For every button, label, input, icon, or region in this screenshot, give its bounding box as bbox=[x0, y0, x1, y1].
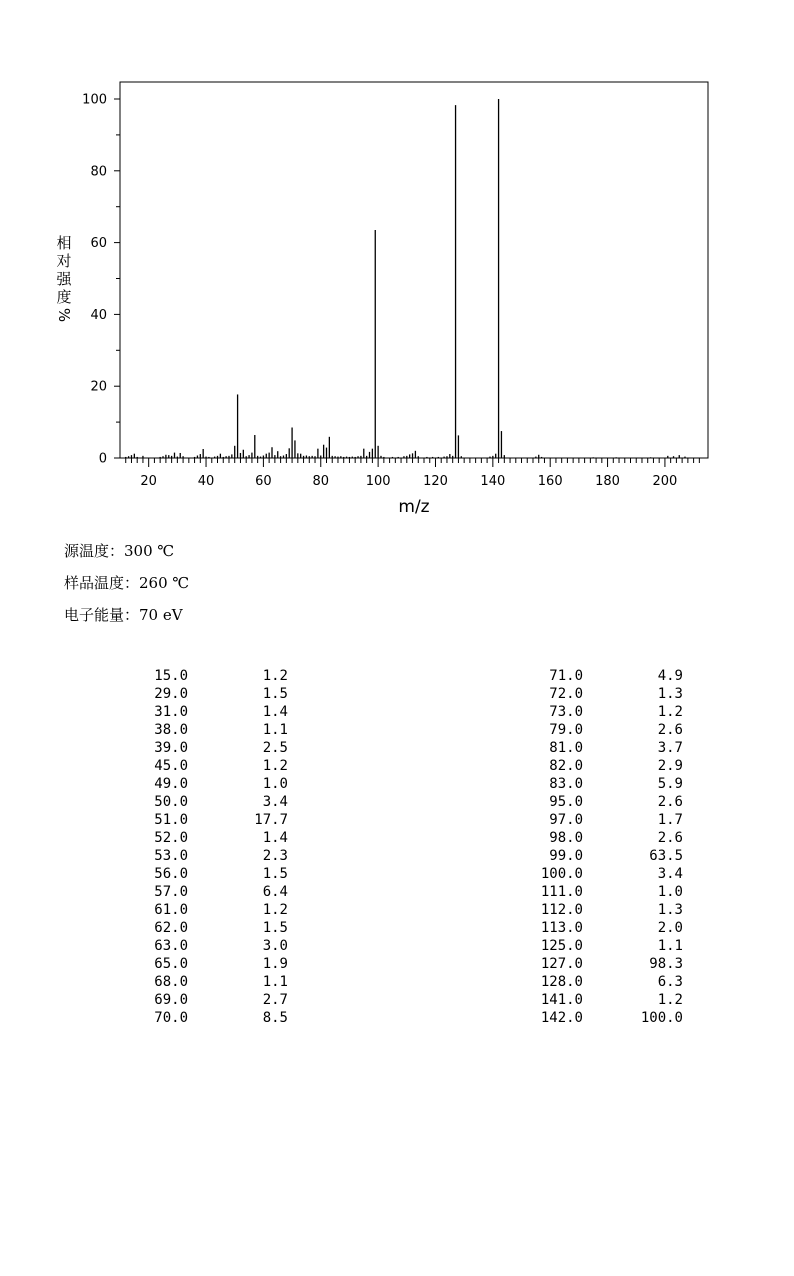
peak-mz: 100.0 bbox=[540, 866, 583, 882]
peak-table-row bbox=[515, 703, 683, 721]
peak-mz: 53.0 bbox=[154, 848, 188, 864]
peak-table-row bbox=[515, 991, 683, 1009]
peak-table-row bbox=[120, 901, 288, 919]
peak-mz: 95.0 bbox=[549, 794, 583, 810]
peak-mz: 39.0 bbox=[154, 740, 188, 756]
peak-abundance: 2.6 bbox=[657, 794, 683, 810]
x-tick-label: 100 bbox=[365, 474, 391, 489]
peak-mz: 51.0 bbox=[154, 812, 188, 828]
peak-abundance: 1.1 bbox=[657, 938, 683, 954]
electron-energy-value: 70 eV bbox=[139, 606, 183, 624]
peak-abundance: 3.7 bbox=[657, 740, 683, 756]
peak-mz: 62.0 bbox=[154, 920, 188, 936]
x-tick-label: 160 bbox=[537, 474, 563, 489]
peak-abundance: 1.0 bbox=[262, 776, 288, 792]
peak-abundance: 1.5 bbox=[262, 686, 288, 702]
peak-abundance: 1.2 bbox=[262, 758, 288, 774]
peak-table-row bbox=[515, 775, 683, 793]
x-tick-label: 120 bbox=[423, 474, 448, 489]
y-axis-label-char: 对 bbox=[56, 252, 72, 270]
peak-mz: 69.0 bbox=[154, 992, 188, 1008]
peak-mz: 29.0 bbox=[154, 686, 188, 702]
peak-abundance: 1.9 bbox=[262, 956, 288, 972]
peak-mz: 15.0 bbox=[154, 668, 188, 684]
peak-abundance: 2.7 bbox=[262, 992, 288, 1008]
y-axis-label-char: 强 bbox=[56, 270, 72, 288]
x-tick-label: 80 bbox=[312, 474, 330, 489]
peak-table-row bbox=[120, 811, 288, 829]
peak-abundance: 1.1 bbox=[262, 722, 288, 738]
peak-abundance: 1.3 bbox=[657, 902, 683, 918]
source-temperature bbox=[64, 540, 174, 561]
peak-mz: 70.0 bbox=[154, 1010, 188, 1026]
peak-table-row bbox=[515, 937, 683, 955]
peak-mz: 68.0 bbox=[154, 974, 188, 990]
peak-table-row bbox=[120, 919, 288, 937]
peak-mz: 61.0 bbox=[154, 902, 188, 918]
y-axis-label-char: 度 bbox=[56, 288, 72, 306]
peak-table-row bbox=[120, 991, 288, 1009]
electron-energy bbox=[64, 604, 183, 625]
peak-abundance: 63.5 bbox=[649, 848, 683, 864]
peak-mz: 83.0 bbox=[549, 776, 583, 792]
peak-abundance: 1.3 bbox=[657, 686, 683, 702]
peak-abundance: 6.3 bbox=[657, 974, 683, 990]
peak-table-row bbox=[515, 973, 683, 991]
peak-abundance: 1.0 bbox=[657, 884, 683, 900]
x-tick-label: 200 bbox=[652, 474, 678, 489]
y-tick-label: 100 bbox=[82, 92, 107, 108]
peak-table-row bbox=[120, 739, 288, 757]
peak-table-row bbox=[120, 685, 288, 703]
peak-abundance: 100.0 bbox=[640, 1010, 683, 1026]
peak-table-row bbox=[515, 739, 683, 757]
peak-table-row bbox=[120, 973, 288, 991]
peak-abundance: 1.1 bbox=[262, 974, 288, 990]
electron-energy-label: 电子能量： bbox=[64, 606, 140, 624]
peak-table-row bbox=[515, 1009, 683, 1027]
peak-abundance: 17.7 bbox=[254, 812, 288, 828]
peak-table-row bbox=[515, 811, 683, 829]
peak-abundance: 2.9 bbox=[657, 758, 683, 774]
sample-temperature-value: 260 ℃ bbox=[139, 574, 190, 592]
peak-mz: 45.0 bbox=[154, 758, 188, 774]
x-tick-label: 40 bbox=[197, 474, 215, 489]
peak-table-row bbox=[515, 667, 683, 685]
peak-table-row bbox=[515, 919, 683, 937]
peak-table-row bbox=[515, 829, 683, 847]
peak-table-row bbox=[120, 721, 288, 739]
peak-mz: 73.0 bbox=[549, 704, 583, 720]
mass-spectrum-chart bbox=[0, 0, 794, 530]
peak-mz: 79.0 bbox=[549, 722, 583, 738]
peak-abundance: 4.9 bbox=[657, 668, 683, 684]
peak-mz: 72.0 bbox=[549, 686, 583, 702]
peak-mz: 82.0 bbox=[549, 758, 583, 774]
x-tick-label: 20 bbox=[140, 474, 157, 489]
peak-mz: 112.0 bbox=[540, 902, 583, 918]
peak-abundance: 1.7 bbox=[657, 812, 683, 828]
peak-table-row bbox=[515, 685, 683, 703]
peak-abundance: 2.5 bbox=[262, 740, 288, 756]
peak-mz: 111.0 bbox=[540, 884, 583, 900]
peak-mz: 57.0 bbox=[154, 884, 188, 900]
peak-table-row bbox=[120, 1009, 288, 1027]
peak-table-row bbox=[515, 757, 683, 775]
peak-table-row bbox=[120, 793, 288, 811]
source-temperature-label: 源温度： bbox=[64, 542, 125, 560]
peak-mz: 127.0 bbox=[540, 956, 583, 972]
peak-abundance: 1.2 bbox=[262, 902, 288, 918]
peak-table-row bbox=[515, 847, 683, 865]
peak-table-row bbox=[515, 793, 683, 811]
peak-mz: 52.0 bbox=[154, 830, 188, 846]
y-axis-label-char: % bbox=[55, 307, 73, 323]
peak-mz: 113.0 bbox=[540, 920, 583, 936]
peak-abundance: 3.0 bbox=[262, 938, 288, 954]
y-tick-label: 0 bbox=[98, 451, 107, 467]
y-tick-label: 20 bbox=[90, 379, 107, 395]
peak-abundance: 1.5 bbox=[262, 920, 288, 936]
peak-mz: 31.0 bbox=[154, 704, 188, 720]
peak-table-row bbox=[515, 721, 683, 739]
peak-mz: 56.0 bbox=[154, 866, 188, 882]
peak-mz: 99.0 bbox=[549, 848, 583, 864]
peak-mz: 97.0 bbox=[549, 812, 583, 828]
peak-table-row bbox=[515, 955, 683, 973]
x-axis-label: m/z bbox=[398, 497, 430, 517]
peak-table-row bbox=[120, 937, 288, 955]
plot-frame bbox=[120, 82, 708, 458]
peak-mz: 98.0 bbox=[549, 830, 583, 846]
peak-abundance: 3.4 bbox=[262, 794, 288, 810]
peak-table-left bbox=[120, 667, 288, 1027]
peak-table-row bbox=[120, 829, 288, 847]
y-axis-label-char: 相 bbox=[56, 234, 72, 252]
peak-abundance: 3.4 bbox=[657, 866, 683, 882]
peak-abundance: 2.0 bbox=[657, 920, 683, 936]
peak-table-row bbox=[515, 901, 683, 919]
peak-abundance: 1.5 bbox=[262, 866, 288, 882]
peak-mz: 128.0 bbox=[540, 974, 583, 990]
peak-table-row bbox=[120, 703, 288, 721]
peak-abundance: 1.2 bbox=[657, 992, 683, 1008]
peak-abundance: 2.3 bbox=[262, 848, 288, 864]
y-tick-label: 60 bbox=[90, 236, 107, 252]
peak-table-row bbox=[120, 883, 288, 901]
x-tick-label: 140 bbox=[480, 474, 506, 489]
x-tick-label: 60 bbox=[255, 474, 272, 489]
peak-abundance: 6.4 bbox=[262, 884, 288, 900]
peak-mz: 142.0 bbox=[540, 1010, 583, 1026]
peak-abundance: 8.5 bbox=[262, 1010, 288, 1026]
sample-temperature bbox=[64, 572, 189, 593]
y-tick-label: 80 bbox=[90, 164, 107, 180]
peak-abundance: 5.9 bbox=[657, 776, 683, 792]
peak-table-row bbox=[515, 883, 683, 901]
peak-mz: 65.0 bbox=[154, 956, 188, 972]
peak-table-row bbox=[120, 847, 288, 865]
peak-abundance: 1.2 bbox=[262, 668, 288, 684]
peak-table-row bbox=[120, 775, 288, 793]
peak-mz: 81.0 bbox=[549, 740, 583, 756]
peak-mz: 125.0 bbox=[540, 938, 583, 954]
peak-mz: 71.0 bbox=[549, 668, 583, 684]
peak-table-row bbox=[120, 865, 288, 883]
peak-mz: 63.0 bbox=[154, 938, 188, 954]
peak-abundance: 1.4 bbox=[262, 704, 288, 720]
peak-abundance: 1.4 bbox=[262, 830, 288, 846]
peak-mz: 50.0 bbox=[154, 794, 188, 810]
peak-table-row bbox=[120, 667, 288, 685]
peak-table-row bbox=[120, 757, 288, 775]
peak-mz: 141.0 bbox=[540, 992, 583, 1008]
peak-abundance: 2.6 bbox=[657, 722, 683, 738]
peak-mz: 49.0 bbox=[154, 776, 188, 792]
sample-temperature-label: 样品温度： bbox=[64, 574, 140, 592]
peak-abundance: 98.3 bbox=[649, 956, 683, 972]
y-tick-label: 40 bbox=[90, 307, 107, 323]
peak-mz: 38.0 bbox=[154, 722, 188, 738]
peak-table-row bbox=[120, 955, 288, 973]
peak-abundance: 1.2 bbox=[657, 704, 683, 720]
x-tick-label: 180 bbox=[595, 474, 620, 489]
source-temperature-value: 300 ℃ bbox=[124, 542, 175, 560]
peak-abundance: 2.6 bbox=[657, 830, 683, 846]
peak-table-right bbox=[515, 667, 683, 1027]
peak-table-row bbox=[515, 865, 683, 883]
